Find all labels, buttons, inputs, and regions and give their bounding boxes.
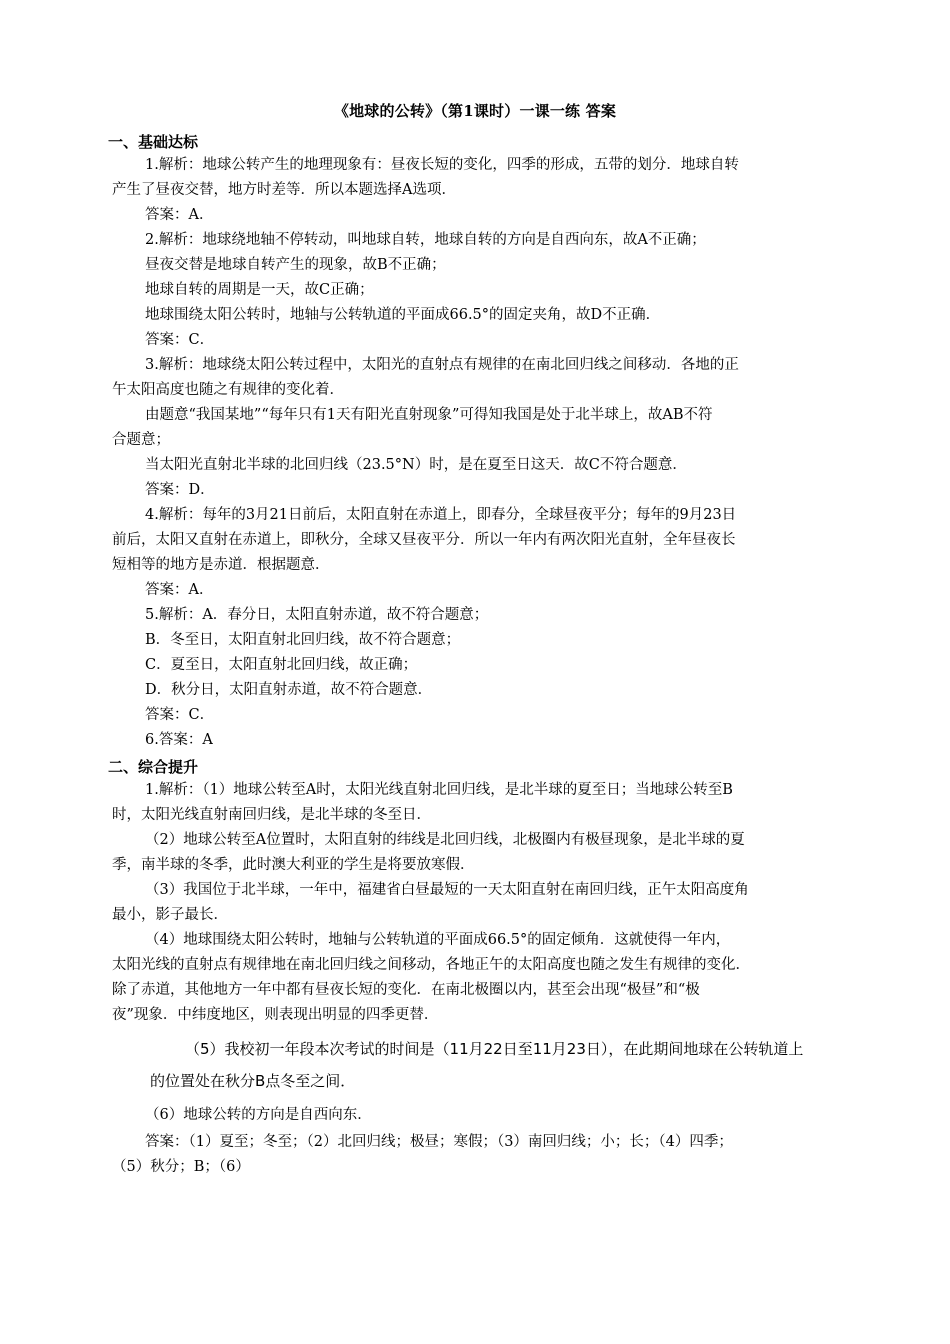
text-line: 答案：C． (145, 332, 215, 348)
text-line: 地球自转的周期是一天，故C正确； (145, 282, 374, 298)
text-line: 答案：A． (145, 582, 214, 598)
text-line: （5）我校初一年段本次考试的时间是（11月22日至11月23日），在此期间地球在公转轨道上 (185, 1040, 804, 1058)
text-line: 5.解析：A．春分日，太阳直射赤道，故不符合题意； (145, 607, 489, 623)
text-line: 答案：A． (145, 207, 214, 223)
text-line: 3.解析：地球绕太阳公转过程中，太阳光的直射点有规律的在南北回归线之间移动．各地的正 (145, 357, 739, 373)
text-line: （6）地球公转的方向是自西向东． (145, 1107, 372, 1123)
text-line: 2.解析：地球绕地轴不停转动，叫地球自转，地球自转的方向是自西向东，故A不正确； (145, 232, 706, 248)
text-line: C．夏至日，太阳直射北回归线，故正确； (145, 657, 418, 673)
text-line: 除了赤道，其他地方一年中都有昼夜长短的变化．在南北极圈以内，甚至会出现“极昼”和“极 (112, 982, 700, 998)
section-heading-advanced: 二、综合提升 (108, 758, 199, 776)
text-line: 太阳光线的直射点有规律地在南北回归线之间移动，各地正午的太阳高度也随之发生有规律的变化． (112, 957, 750, 973)
text-line: 夜”现象．中纬度地区，则表现出明显的四季更替． (112, 1007, 439, 1023)
text-line: 1.解析：（1）地球公转至A时，太阳光线直射北回归线，是北半球的夏至日；当地球公转至B (145, 782, 733, 798)
text-line: （3）我国位于北半球，一年中，福建省白昼最短的一天太阳直射在南回归线，正午太阳高度角 (145, 882, 749, 898)
text-line: 6.答案：A (145, 732, 213, 748)
text-line: 午太阳高度也随之有规律的变化着． (112, 382, 344, 398)
text-line: 短相等的地方是赤道．根据题意． (112, 557, 330, 573)
text-line: 合题意； (112, 432, 170, 448)
text-line: 前后，太阳又直射在赤道上，即秋分，全球又昼夜平分．所以一年内有两次阳光直射，全年昼夜长 (112, 532, 736, 548)
text-line: 由题意“我国某地”“每年只有1天有阳光直射现象”可得知我国是处于北半球上，故AB不符 (145, 407, 713, 423)
text-line: （5）秋分；B；（6） (112, 1159, 250, 1175)
text-line: 1.解析：地球公转产生的地理现象有：昼夜长短的变化，四季的形成，五带的划分．地球自转 (145, 157, 739, 173)
text-line: 答案：C． (145, 707, 215, 723)
text-line: 当太阳光直射北半球的北回归线（23.5°N）时，是在夏至日这天．故C不符合题意． (145, 457, 687, 473)
text-line: 答案：D． (145, 482, 215, 498)
section-heading-basic: 一、基础达标 (108, 133, 199, 151)
text-line: 的位置处在秋分B点冬至之间． (150, 1072, 356, 1090)
page-title: 《地球的公转》（第1课时）一课一练 答案 (333, 102, 617, 120)
text-line: 4.解析：每年的3月21日前后，太阳直射在赤道上，即春分，全球昼夜平分；每年的9月23日 (145, 507, 737, 523)
text-line: 地球围绕太阳公转时，地轴与公转轨道的平面成66.5°的固定夹角，故D不正确． (145, 307, 661, 323)
text-line: 季，南半球的冬季，此时澳大利亚的学生是将要放寒假． (112, 857, 475, 873)
text-line: 最小，影子最长． (112, 907, 228, 923)
text-line: 时，太阳光线直射南回归线，是北半球的冬至日． (112, 807, 431, 823)
text-line: 答案：（1）夏至；冬至；（2）北回归线；极昼；寒假；（3）南回归线；小；长；（4）四季； (145, 1134, 733, 1150)
text-line: 产生了昼夜交替，地方时差等．所以本题选择A选项． (112, 182, 456, 198)
text-line: （2）地球公转至A位置时，太阳直射的纬线是北回归线，北极圈内有极昼现象，是北半球的夏 (145, 832, 745, 848)
text-line: D．秋分日，太阳直射赤道，故不符合题意． (145, 682, 433, 698)
text-line: B．冬至日，太阳直射北回归线，故不符合题意； (145, 632, 461, 648)
text-line: （4）地球围绕太阳公转时，地轴与公转轨道的平面成66.5°的固定倾角．这就使得一年内， (145, 932, 731, 948)
text-line: 昼夜交替是地球自转产生的现象，故B不正确； (145, 257, 446, 273)
